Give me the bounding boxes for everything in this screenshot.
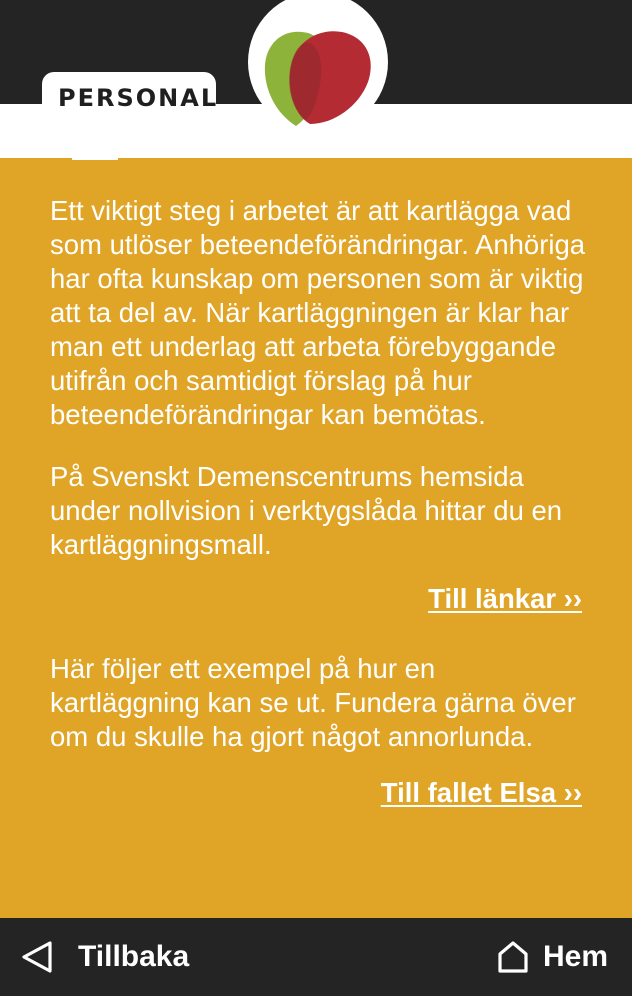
back-button[interactable] bbox=[20, 918, 189, 996]
links-link-row bbox=[50, 582, 586, 616]
home-button[interactable] bbox=[497, 918, 608, 996]
footer-nav bbox=[0, 918, 632, 996]
logo-icon bbox=[246, 0, 390, 144]
back-arrow-icon bbox=[20, 940, 54, 974]
section-tab-label: PERSONAL bbox=[58, 84, 219, 112]
content-area bbox=[50, 194, 586, 810]
example-paragraph: Här följer ett exempel på hur en kartläggning kan se ut. Fundera gärna över om du skulle ha gjort något annorlunda. bbox=[50, 653, 576, 752]
resource-paragraph: På Svenskt Demenscentrums hemsida under nollvision i verktygslåda hittar du en kartläggningsmall. bbox=[50, 461, 563, 560]
home-icon bbox=[497, 940, 529, 974]
case-elsa-link[interactable]: Till fallet Elsa ›› bbox=[380, 777, 582, 808]
links-link[interactable]: Till länkar ›› bbox=[428, 583, 582, 614]
back-button-label: Tillbaka bbox=[78, 940, 190, 973]
intro-paragraph: Ett viktigt steg i arbetet är att kartlägga vad som utlöser beteendeförändringar. Anhöriga har ofta kunskap om personen som är viktig att ta del av. När kartläggningen är klar har man ett underlag att arbeta förebyggande utifrån och samtidigt förslag på hur beteendeförändringar kan bemötas. bbox=[50, 195, 586, 430]
tab-notch bbox=[72, 156, 118, 160]
home-button-label: Hem bbox=[542, 940, 608, 973]
case-link-row bbox=[50, 776, 586, 810]
